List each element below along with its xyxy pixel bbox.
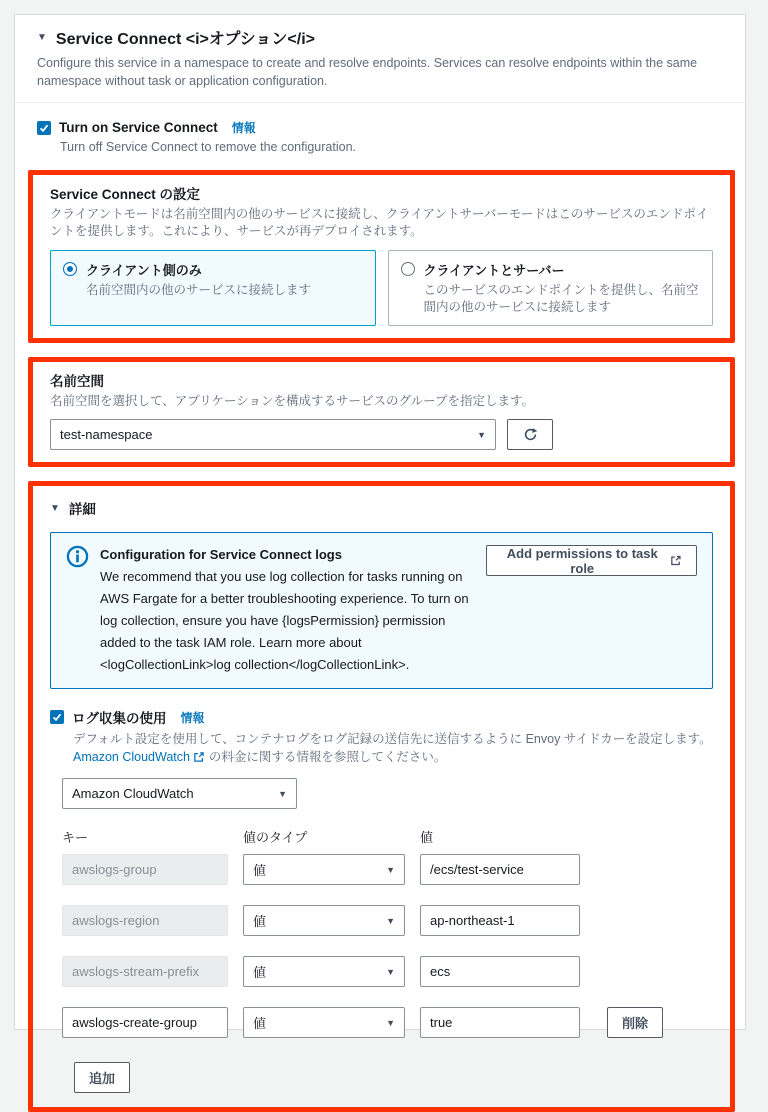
option-client-and-server[interactable]	[388, 250, 714, 326]
log-destination-select[interactable]	[62, 778, 297, 809]
value-type-select[interactable]: 値 ▼	[243, 905, 405, 936]
key-input[interactable]	[62, 1007, 228, 1038]
chevron-down-icon: ▼	[386, 1017, 395, 1028]
value-type-select[interactable]: 値 ▼	[243, 1007, 405, 1038]
settings-annotation-box	[28, 170, 735, 343]
radio-unselected-icon[interactable]	[401, 262, 415, 276]
table-row	[62, 1007, 713, 1038]
chevron-down-icon: ▼	[278, 788, 287, 799]
turn-on-info-link[interactable]: 情報	[231, 121, 256, 135]
radio-selected-icon[interactable]	[63, 262, 77, 276]
key-input[interactable]	[62, 905, 228, 936]
chevron-down-icon: ▼	[477, 429, 486, 440]
column-header-key: キー	[62, 830, 89, 845]
chevron-down-icon: ▼	[386, 966, 395, 977]
table-row	[62, 905, 713, 936]
panel-header	[15, 15, 745, 103]
log-destination-value: Amazon CloudWatch	[72, 786, 194, 801]
panel-description: Configure this service in a namespace to create and resolve endpoints. Services can resolve endpoints within the same namespace without task or application configuration.	[37, 56, 698, 88]
table-row	[62, 854, 713, 885]
column-header-value: 値	[420, 830, 434, 845]
logs-info-alert	[50, 532, 713, 689]
namespace-annotation-box	[28, 357, 735, 467]
value-input[interactable]	[420, 956, 580, 987]
log-collection-section	[50, 707, 713, 809]
turn-on-checkbox[interactable]	[37, 121, 51, 135]
external-link-icon	[193, 751, 205, 763]
key-input[interactable]	[62, 854, 228, 885]
check-icon	[39, 123, 49, 133]
option-description: このサービスのエンドポイントを提供し、名前空間内の他のサービスに接続します	[423, 283, 699, 314]
log-options-table	[62, 827, 713, 1095]
add-row-button[interactable]: 追加	[74, 1062, 130, 1093]
mode-options	[50, 250, 713, 326]
option-description: 名前空間内の他のサービスに接続します	[86, 283, 312, 297]
value-input[interactable]	[420, 1007, 580, 1038]
cloudwatch-pricing-link[interactable]: Amazon CloudWatch	[73, 750, 190, 764]
log-collection-description: デフォルト設定を使用して、コンテナログをログ記録の送信先に送信するように Envoy サイドカーを設定します。 Amazon CloudWatch の料金に関する情報を参照してください。	[73, 732, 712, 764]
settings-description: クライアントモードは名前空間内の他のサービスに接続し、クライアントサーバーモードはこのサービスのエンドポイントを提供します。これにより、サービスが再デプロイされます。	[50, 207, 709, 238]
turn-on-description: Turn off Service Connect to remove the configuration.	[60, 140, 356, 154]
service-connect-panel	[14, 14, 746, 1086]
value-type-select[interactable]: 値 ▼	[243, 854, 405, 885]
check-icon	[52, 712, 62, 722]
panel-title: Service Connect <i>オプション</i>	[55, 31, 316, 48]
log-collection-checkbox[interactable]	[50, 710, 64, 724]
value-input[interactable]	[420, 854, 580, 885]
value-type-select[interactable]: 値 ▼	[243, 956, 405, 987]
column-header-type: 値のタイプ	[243, 830, 308, 845]
option-label: クライアントとサーバー	[423, 263, 565, 278]
refresh-button[interactable]	[507, 419, 553, 450]
refresh-icon	[523, 427, 538, 442]
section-collapse-icon[interactable]: ▼	[37, 32, 47, 43]
add-permissions-button[interactable]: Add permissions to task role	[486, 545, 697, 576]
settings-heading: Service Connect の設定	[50, 187, 201, 202]
option-label: クライアント側のみ	[86, 263, 202, 278]
alert-title: Configuration for Service Connect logs	[100, 547, 342, 562]
turn-on-label: Turn on Service Connect	[59, 120, 218, 135]
remove-row-button[interactable]: 削除	[607, 1007, 663, 1038]
table-row	[62, 956, 713, 987]
namespace-heading: 名前空間	[50, 374, 104, 389]
namespace-selected-value: test-namespace	[60, 427, 153, 442]
log-collection-label: ログ収集の使用	[72, 711, 167, 726]
chevron-down-icon: ▼	[386, 864, 395, 875]
info-icon	[66, 545, 89, 568]
chevron-down-icon: ▼	[386, 915, 395, 926]
log-collection-info-link[interactable]: 情報	[180, 710, 205, 725]
value-input[interactable]	[420, 905, 580, 936]
advanced-annotation-box	[28, 481, 735, 1112]
advanced-heading: 詳細	[68, 502, 96, 517]
advanced-header[interactable]	[50, 494, 713, 520]
panel-title-row[interactable]	[37, 26, 723, 49]
alert-body: We recommend that you use log collection for tasks running on AWS Fargate for a better troubleshooting experience. To turn on log collection, ensure you have {logsPermission} permission added to the task IAM role. Learn more about <logCollectionLink>log collection</logCollectionLink>.	[100, 569, 469, 672]
option-client-only[interactable]	[50, 250, 376, 326]
section-collapse-icon[interactable]: ▼	[50, 502, 60, 514]
namespace-select[interactable]	[50, 419, 496, 450]
namespace-description: 名前空間を選択して、アプリケーションを構成するサービスのグループを指定します。	[50, 394, 535, 408]
turn-on-section	[15, 103, 745, 156]
key-input[interactable]	[62, 956, 228, 987]
external-link-icon	[670, 554, 682, 567]
